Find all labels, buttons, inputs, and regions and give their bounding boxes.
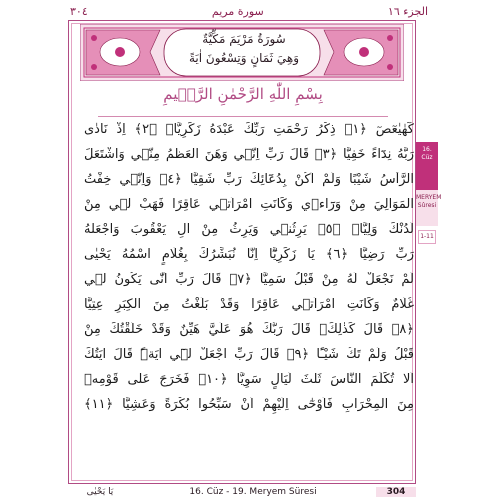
surah-title-line-2: وَهِيَ ثَمَانٍ وَتِسْعُونَ اٰيَةً (188, 51, 300, 65)
verse-lines (84, 122, 414, 422)
surah-tab-name: MERYEM (416, 194, 442, 201)
verse-line: ﴿٨﴾ قَالَ كَذٰلِكَۚ قَالَ رَبُّكَ هُوَ عَلَيَّ هَيِّنٌ وَقَدْ خَلَقْتُكَ مِنْ (84, 322, 414, 337)
page-number: 304 (376, 487, 416, 497)
verse-line: اَلَّا تُكَلِّمَ النَّاسَ ثَلٰثَ لَيَالٍ سَوِيًّا ﴿١٠﴾ فَخَرَجَ عَلٰى قَوْمِه۪ (84, 372, 414, 387)
footer-caption: 16. Cüz - 19. Meryem Süresi (189, 487, 317, 497)
verse-range-tab[interactable] (418, 230, 436, 244)
bismillah: بِسْمِ اللّٰهِ الرَّحْمٰنِ الرَّح۪يمِ (163, 85, 323, 103)
verse-line: غُلَامٌ وَكَانَتِ امْرَاَت۪ي عَاقِرًا وَقَدْ بَلَغْتُ مِنَ الْكِبَرِ عِتِيًّا (84, 297, 414, 312)
surah-tab[interactable] (416, 190, 442, 226)
surah-label: سورة مريم (211, 4, 264, 18)
verse-line: قَبْلُ وَلَمْ تَكُ شَيْـًٔا ﴿٩﴾ قَالَ رَبِّ اجْعَلْ ل۪ٓي اٰيَةًۜ قَالَ اٰيَتُكَ (84, 347, 414, 362)
verse-line: لَمْ نَجْعَلْ لَهُ مِنْ قَبْلُ سَمِيًّا ﴿٧﴾ قَالَ رَبِّ اَنّٰى يَكُونُ ل۪ي (84, 272, 414, 287)
surah-title-line-1: سُورَةُ مَرْيَمَ مَكِّيَّةٌ (202, 32, 286, 46)
bismillah-underline (98, 116, 388, 117)
juz-tab-label: 16. Cüz (421, 146, 433, 161)
verse-line: الْمَوَالِيَ مِنْ وَرَٓاء۪ي وَكَانَتِ امْرَاَت۪ي عَاقِرًا فَهَبْ ل۪ي مِنْ (84, 197, 414, 212)
surah-banner (80, 24, 404, 81)
verse-line: لَدُنْكَ وَلِيًّاۙ ﴿٥﴾ يَرِثُن۪ي وَيَرِثُ مِنْ اٰلِ يَعْقُوبَ وَاجْعَلْهُ (84, 222, 414, 237)
next-word: يَا يَحْيٰى (86, 487, 114, 497)
verse-line: كٓهٰيٰعٓصٓ ﴿١﴾ ذِكْرُ رَحْمَتِ رَبِّكَ عَبْدَهُ زَكَرِيَّاۚ ﴿٢﴾ اِذْ نَادٰى (84, 122, 414, 137)
surah-title (180, 30, 308, 74)
page-number-arabic: ٣٠٤ (70, 4, 88, 18)
page-footer (70, 484, 416, 500)
page-header (70, 2, 428, 20)
juz-tab[interactable] (416, 142, 438, 190)
verse-line: رَبِّ رَضِيًّا ﴿٦﴾ يَا زَكَرِيَّٓا اِنَّا نُبَشِّرُكَ بِغُلَامٍ اسْمُهُ يَحْيٰى (84, 247, 414, 262)
verse-range-label: 1-11 (420, 233, 434, 240)
verse-line: مِنَ الْمِحْرَابِ فَاَوْحٰٓى اِلَيْهِمْ اَنْ سَبِّحُوا بُكْرَةً وَعَشِيًّا ﴿١١﴾ (84, 397, 414, 412)
surah-tab-suffix: Sûresi (417, 202, 437, 209)
verse-line: الرَّأْسُ شَيْبًا وَلَمْ اَكُنْ بِدُعَٓائِكَ رَبِّ شَقِيًّا ﴿٤﴾ وَاِنّ۪ي خِفْتُ (84, 172, 414, 187)
verse-line: رَبَّهُ نِدَٓاءً خَفِيًّا ﴿٣﴾ قَالَ رَبِّ اِنّ۪ي وَهَنَ الْعَظْمُ مِنّ۪ي وَاشْتَعَلَ (84, 147, 414, 162)
juz-label: الجزء ١٦ (387, 4, 428, 18)
